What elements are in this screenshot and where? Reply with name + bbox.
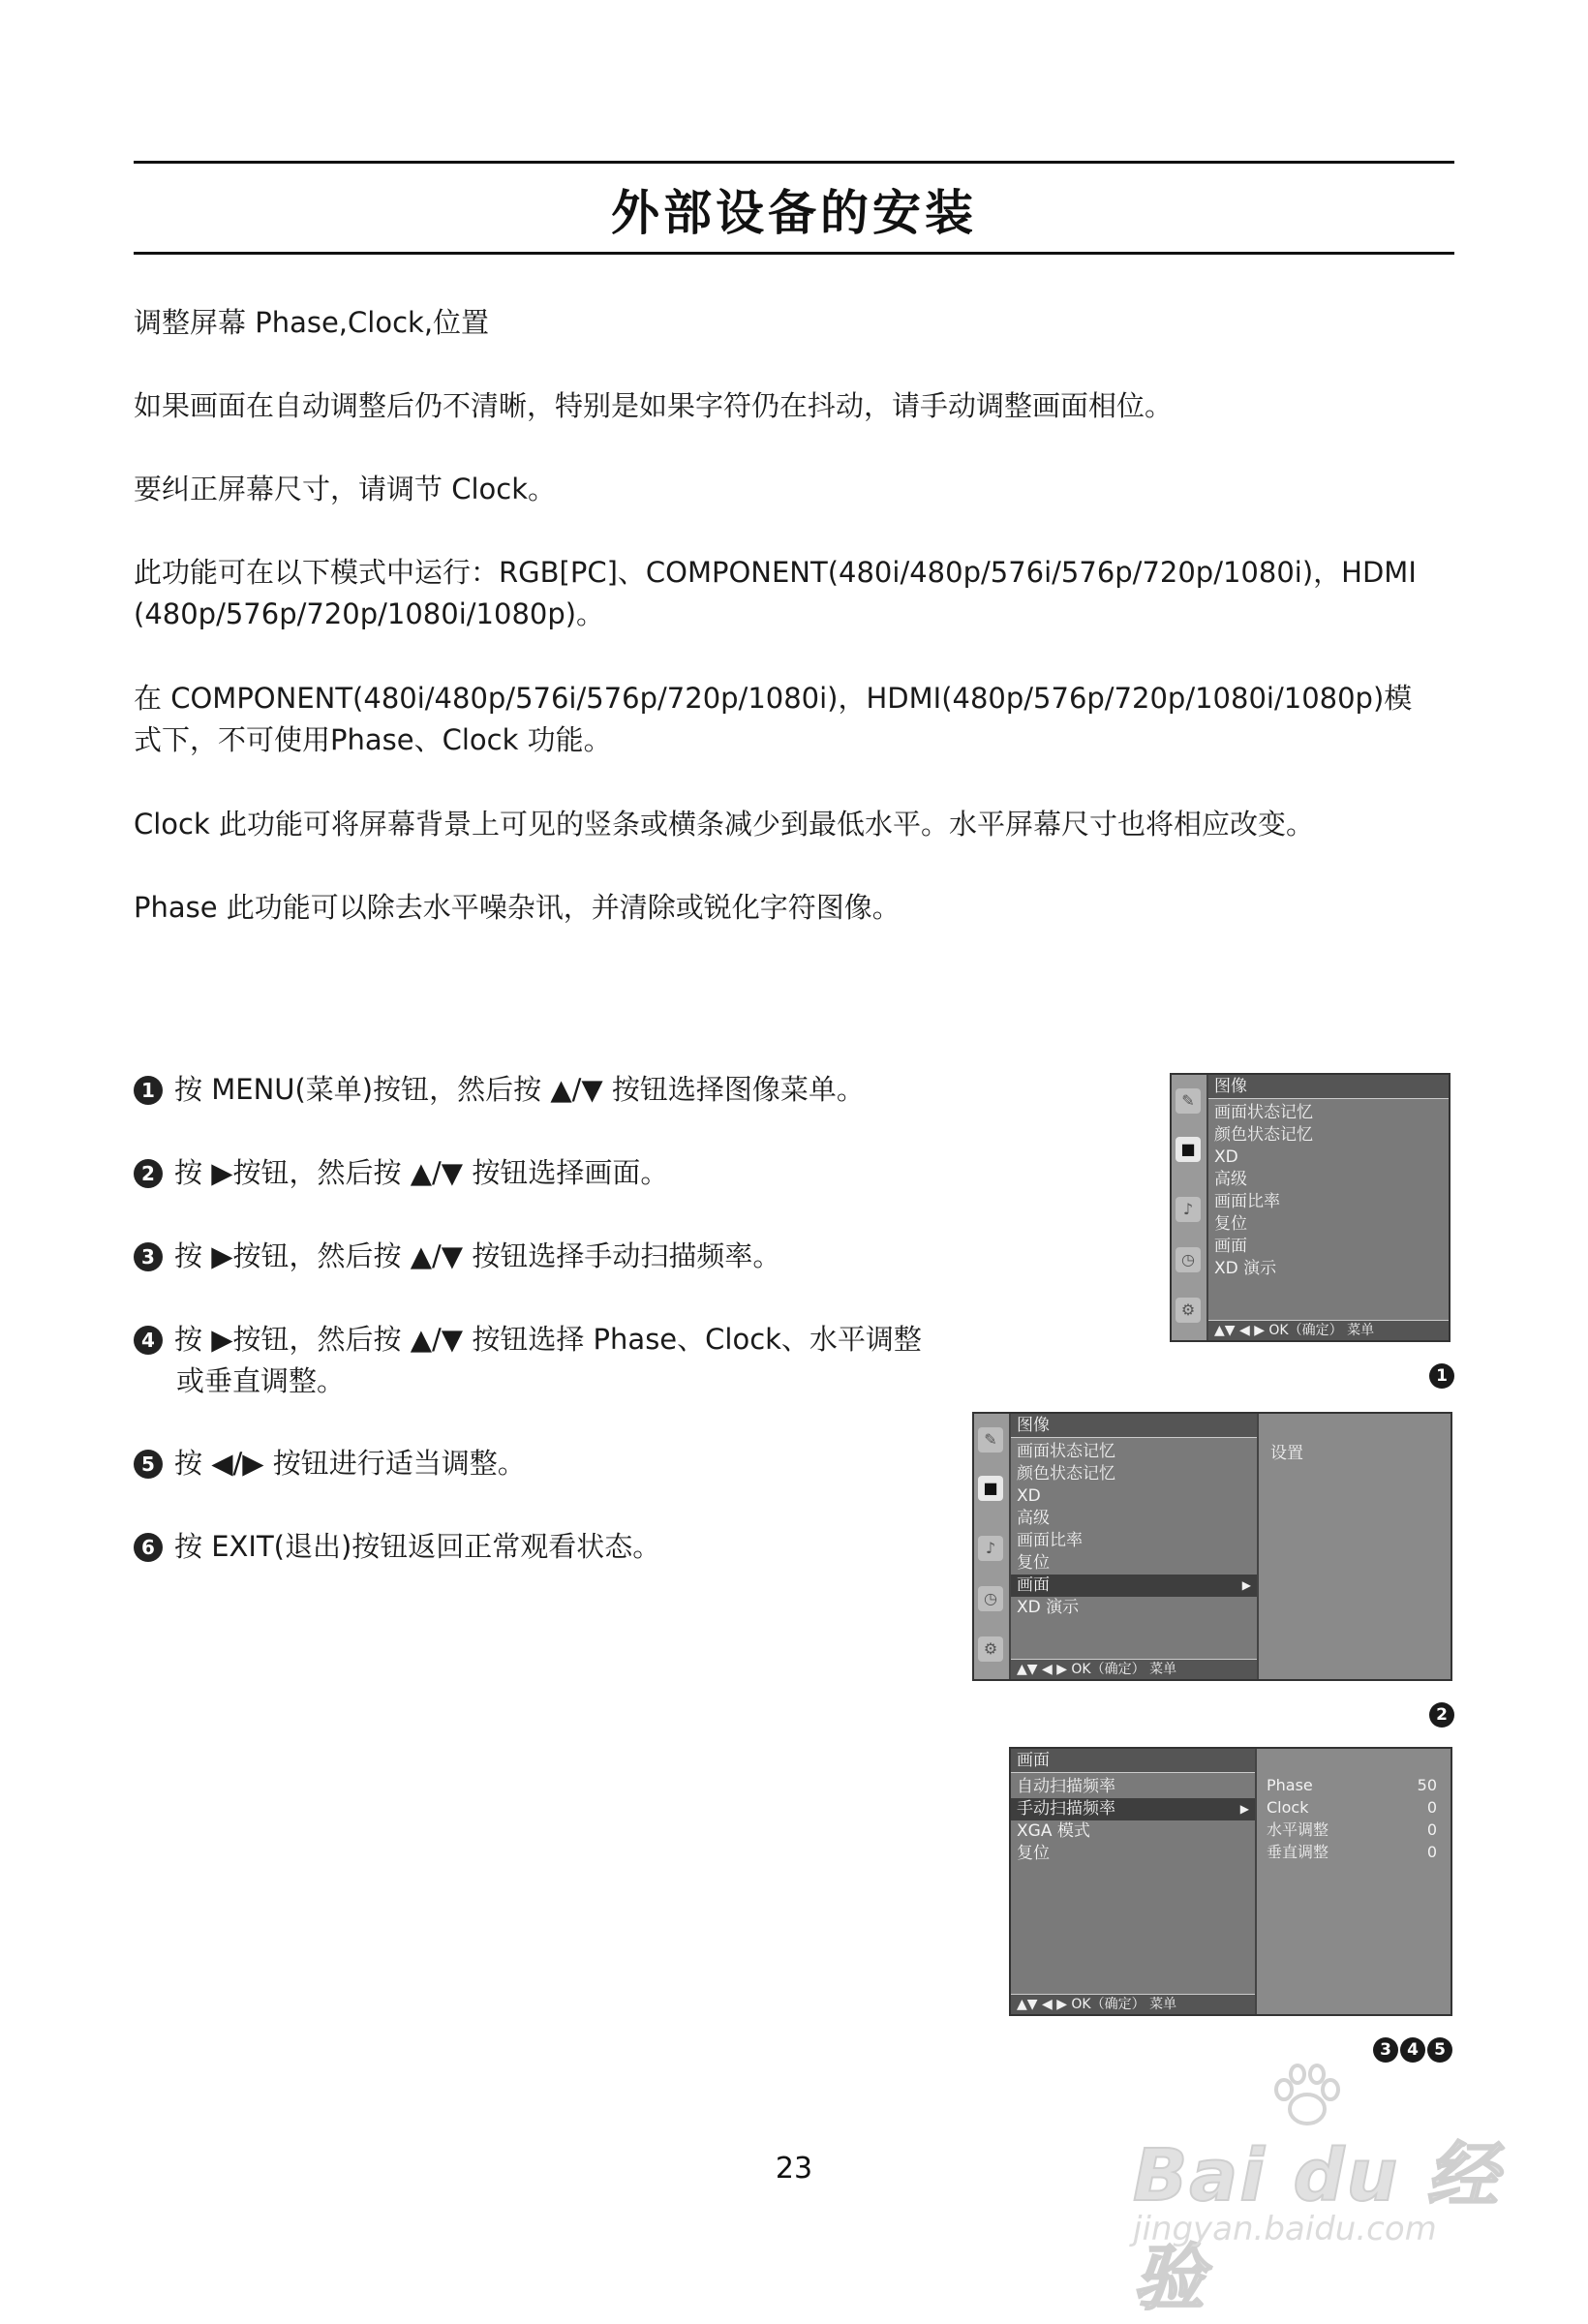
step-3 (134, 1236, 780, 1277)
figure-number: 1 (1429, 1363, 1454, 1389)
step-6 (134, 1526, 660, 1568)
menu-panel (1208, 1075, 1449, 1340)
step-5 (134, 1443, 526, 1484)
menu-item-selected[interactable] (1011, 1575, 1257, 1597)
top-rule (134, 161, 1454, 164)
menu-icon-column (1172, 1075, 1208, 1340)
step-number: 3 (134, 1242, 163, 1271)
adjust-value: 0 (1426, 1820, 1437, 1839)
step-text: 按 MENU(菜单)按钮，然后按 ▲/▼ 按钮选择图像菜单。 (174, 1073, 865, 1106)
page-title: 外部设备的安装 (611, 185, 977, 241)
menu-item[interactable]: 画面比率 (1214, 1192, 1280, 1211)
title-underline (134, 252, 1454, 255)
menu-header: 图像 (1208, 1075, 1449, 1099)
menu-item[interactable]: 画面 (1214, 1237, 1247, 1256)
menu-item[interactable]: 复位 (1017, 1553, 1050, 1573)
adjust-row-vertical[interactable] (1257, 1841, 1451, 1863)
menu-item-label: 画面 (1017, 1575, 1050, 1595)
adjust-label: Phase (1267, 1776, 1313, 1794)
menu-item[interactable]: XD (1214, 1147, 1238, 1167)
audio-icon: ♪ (978, 1536, 1003, 1561)
menu-item[interactable]: 画面比率 (1017, 1531, 1083, 1550)
menu-item[interactable]: XD 演示 (1214, 1259, 1277, 1278)
step-4 (134, 1319, 922, 1402)
figure-label-2 (1427, 1702, 1454, 1728)
step-number: 5 (134, 1450, 163, 1479)
menu-item[interactable]: 画面状态记忆 (1214, 1103, 1313, 1122)
menu-item[interactable]: XD 演示 (1017, 1598, 1080, 1617)
submenu-panel (1257, 1414, 1451, 1679)
chevron-right-icon: ▶ (1241, 1578, 1251, 1592)
adjust-label: Clock (1267, 1798, 1309, 1817)
figure-number: 3 (1373, 2037, 1398, 2063)
submenu-item[interactable]: 设置 (1270, 1444, 1303, 1463)
step-number: 1 (134, 1076, 163, 1105)
osd-menu-screen (1009, 1747, 1452, 2016)
paragraph: 如果画面在自动调整后仍不清晰，特别是如果字符仍在抖动，请手动调整画面相位。 (134, 389, 1174, 422)
paragraph: Clock 此功能可将屏幕背景上可见的竖条或横条减少到最低水平。水平屏幕尺寸也将相应改变。 (134, 808, 1315, 841)
figure-label-1 (1427, 1363, 1454, 1389)
menu-item-label: 手动扫描频率 (1017, 1799, 1115, 1819)
section-heading: 调整屏幕 Phase,Clock,位置 (134, 306, 490, 339)
adjust-row-clock[interactable] (1257, 1796, 1451, 1819)
option-icon: ⚙ (978, 1636, 1003, 1662)
menu-item-selected[interactable] (1011, 1798, 1255, 1820)
time-icon: ◷ (978, 1586, 1003, 1611)
menu-item[interactable]: 复位 (1214, 1214, 1247, 1234)
menu-item[interactable]: 颜色状态记忆 (1017, 1464, 1115, 1483)
step-text: 按 ▶按钮，然后按 ▲/▼ 按钮选择画面。 (174, 1156, 669, 1189)
step-text-continued: 或垂直调整。 (176, 1364, 346, 1397)
step-number: 6 (134, 1533, 163, 1562)
paragraph: Phase 此功能可以除去水平噪杂讯，并清除或锐化字符图像。 (134, 891, 901, 924)
osd-menu-picture-sub (972, 1412, 1452, 1681)
paragraph: 在 COMPONENT(480i/480p/576i/576p/720p/1080i)，HDMI(480p/576p/720p/1080i/1080p)模式下，不可使用Phase、Clock 功能。 (134, 682, 1413, 756)
figure-number: 4 (1400, 2037, 1425, 2063)
page-number: 23 (775, 2152, 813, 2186)
figure-number: 2 (1429, 1702, 1454, 1728)
menu-item[interactable]: XGA 模式 (1017, 1821, 1090, 1841)
menu-item[interactable]: XD (1017, 1486, 1041, 1506)
menu-footer: ▲▼ ◀ ▶ OK（确定） 菜单 (1011, 1994, 1255, 2014)
time-icon: ◷ (1176, 1247, 1201, 1272)
watermark (1123, 2063, 1530, 2320)
screen-icon: ■ (1176, 1137, 1201, 1162)
option-icon: ⚙ (1176, 1298, 1201, 1323)
picture-icon: ✎ (978, 1427, 1003, 1452)
menu-item[interactable]: 画面状态记忆 (1017, 1442, 1115, 1461)
adjust-value: 0 (1426, 1843, 1437, 1861)
adjust-label: 水平调整 (1267, 1820, 1329, 1839)
watermark-brand: Bai du 经验 (1133, 2134, 1500, 2320)
step-number: 2 (134, 1159, 163, 1188)
menu-header: 图像 (1011, 1414, 1257, 1438)
menu-footer: ▲▼ ◀ ▶ OK（确定） 菜单 (1011, 1659, 1257, 1679)
step-text: 按 ▶按钮，然后按 ▲/▼ 按钮选择 Phase、Clock、水平调整 (174, 1323, 922, 1356)
menu-item[interactable]: 高级 (1214, 1170, 1247, 1189)
adjust-panel (1255, 1749, 1451, 2014)
adjust-row-horizontal[interactable] (1257, 1819, 1451, 1841)
figure-label-3-4-5 (1371, 2037, 1452, 2063)
menu-panel (1011, 1749, 1255, 2014)
paragraph: 此功能可在以下模式中运行：RGB[PC]、COMPONENT(480i/480p/576i/576p/720p/1080i)，HDMI (480p/576p/720p/1080i/1080p)。 (134, 556, 1417, 630)
osd-menu-picture (1170, 1073, 1451, 1342)
step-text: 按 EXIT(退出)按钮返回正常观看状态。 (174, 1530, 661, 1563)
menu-list (1011, 1441, 1257, 1619)
menu-list (1208, 1102, 1449, 1280)
chevron-right-icon: ▶ (1239, 1802, 1249, 1816)
menu-icon-column (974, 1414, 1011, 1679)
menu-panel (1011, 1414, 1257, 1679)
adjust-row-phase[interactable] (1257, 1774, 1451, 1796)
adjust-value: 0 (1426, 1798, 1437, 1817)
menu-item[interactable]: 自动扫描频率 (1017, 1777, 1115, 1796)
step-2 (134, 1152, 668, 1194)
adjust-value: 50 (1417, 1776, 1437, 1794)
adjust-label: 垂直调整 (1267, 1843, 1329, 1861)
audio-icon: ♪ (1176, 1197, 1201, 1222)
watermark-url: jingyan.baidu.com (1133, 2210, 1437, 2248)
step-1 (134, 1069, 865, 1111)
step-text: 按 ◀/▶ 按钮进行适当调整。 (174, 1447, 526, 1480)
menu-item[interactable]: 高级 (1017, 1509, 1050, 1528)
figure-number: 5 (1427, 2037, 1452, 2063)
menu-item[interactable]: 颜色状态记忆 (1214, 1125, 1313, 1145)
menu-header: 画面 (1011, 1749, 1255, 1773)
menu-item[interactable]: 复位 (1017, 1844, 1050, 1863)
menu-footer: ▲▼ ◀ ▶ OK（确定） 菜单 (1208, 1320, 1449, 1340)
menu-list (1011, 1776, 1255, 1865)
paragraph: 要纠正屏幕尺寸，请调节 Clock。 (134, 473, 557, 505)
step-text: 按 ▶按钮，然后按 ▲/▼ 按钮选择手动扫描频率。 (174, 1239, 781, 1272)
picture-icon: ✎ (1176, 1088, 1201, 1114)
screen-icon: ■ (978, 1476, 1003, 1501)
step-number: 4 (134, 1326, 163, 1355)
